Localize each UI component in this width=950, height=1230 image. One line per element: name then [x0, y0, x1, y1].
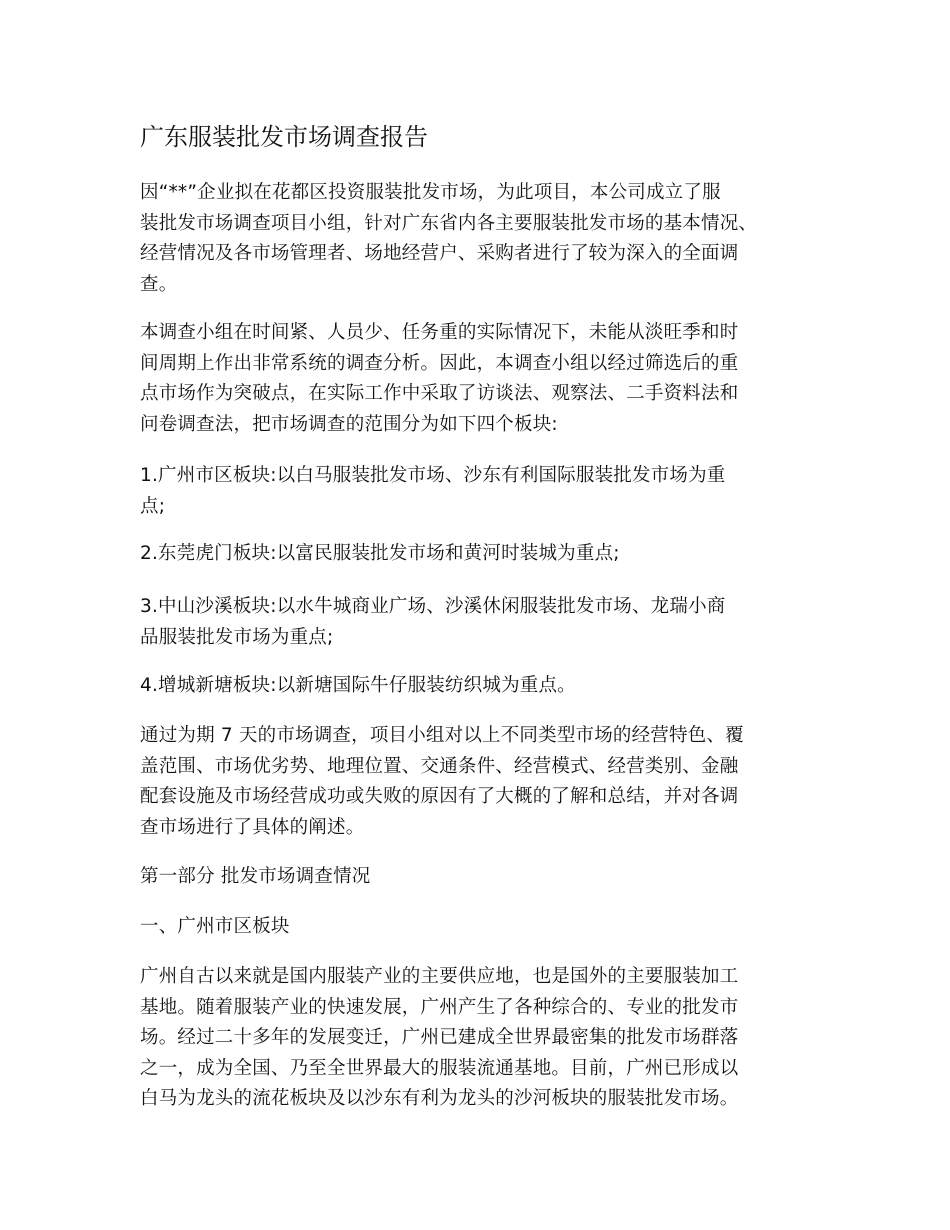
text-line: 一、广州市区板块: [140, 916, 290, 937]
list-item-zhongshan: [140, 592, 812, 653]
paragraph-intro: [140, 178, 812, 300]
text-line: 查市场进行了具体的阐述。: [140, 816, 365, 838]
text-line: 问卷调查法，把市场调查的范围分为如下四个板块:: [140, 413, 558, 435]
text-line: 2.东莞虎门板块:以富民服装批发市场和黄河时装城为重点;: [140, 543, 620, 564]
list-item-dongguan: [140, 539, 812, 570]
text-line: 场。经过二十多年的发展变迁，广州已建成全世界最密集的批发市场群落: [140, 1027, 739, 1048]
text-line: 4.增城新塘板块:以新塘国际牛仔服装纺织城为重点。: [140, 675, 576, 696]
text-line: 基地。随着服装产业的快速发展，广州产生了各种综合的、专业的批发市: [140, 996, 739, 1018]
text-line: 本调查小组在时间紧、人员少、任务重的实际情况下，未能从淡旺季和时: [140, 322, 739, 343]
text-line: 之一，成为全国、乃至全世界最大的服装流通基地。目前，广州已形成以: [140, 1057, 739, 1079]
text-line: 间周期上作出非常系统的调查分析。因此，本调查小组以经过筛选后的重: [140, 352, 739, 374]
paragraph-summary: [140, 721, 812, 843]
paragraph-guangzhou: [140, 962, 812, 1115]
document-title: 广东服装批发市场调查报告: [140, 123, 428, 151]
text-line: 经营情况及各市场管理者、场地经营户、采购者进行了较为深入的全面调: [140, 243, 739, 264]
text-line: 因“**”企业拟在花都区投资服装批发市场，为此项目，本公司成立了服: [140, 182, 721, 203]
paragraph-method: [140, 318, 812, 440]
text-line: 点市场作为突破点，在实际工作中采取了访谈法、观察法、二手资料法和: [140, 383, 739, 404]
text-line: 3.中山沙溪板块:以水牛城商业广场、沙溪休闲服装批发市场、龙瑞小商: [140, 596, 726, 617]
text-line: 白马为龙头的流花板块及以沙东有利为龙头的沙河板块的服装批发市场。: [140, 1088, 739, 1109]
text-line: 广州自古以来就是国内服装产业的主要供应地，也是国外的主要服装加工: [140, 966, 739, 987]
list-item-zengcheng: [140, 671, 812, 702]
text-line: 1.广州市区板块:以白马服装批发市场、沙东有利国际服装批发市场为重: [140, 465, 726, 486]
text-line: 通过为期 7 天的市场调查，项目小组对以上不同类型市场的经营特色、覆: [140, 725, 744, 746]
text-line: 盖范围、市场优劣势、地理位置、交通条件、经营模式、经营类别、金融: [140, 755, 739, 777]
text-line: 配套设施及市场经营成功或失败的原因有了大概的了解和总结，并对各调: [140, 786, 739, 807]
text-line: 第一部分 批发市场调查情况: [140, 866, 371, 887]
text-line: 品服装批发市场为重点;: [140, 626, 334, 648]
text-line: 装批发市场调查项目小组，针对广东省内各主要服装批发市场的基本情况、: [140, 212, 758, 234]
section-heading: [140, 862, 812, 893]
subsection-heading: [140, 912, 812, 943]
text-line: 查。: [140, 273, 178, 295]
text-line: 点;: [140, 495, 166, 517]
list-item-guangzhou: [140, 461, 812, 522]
